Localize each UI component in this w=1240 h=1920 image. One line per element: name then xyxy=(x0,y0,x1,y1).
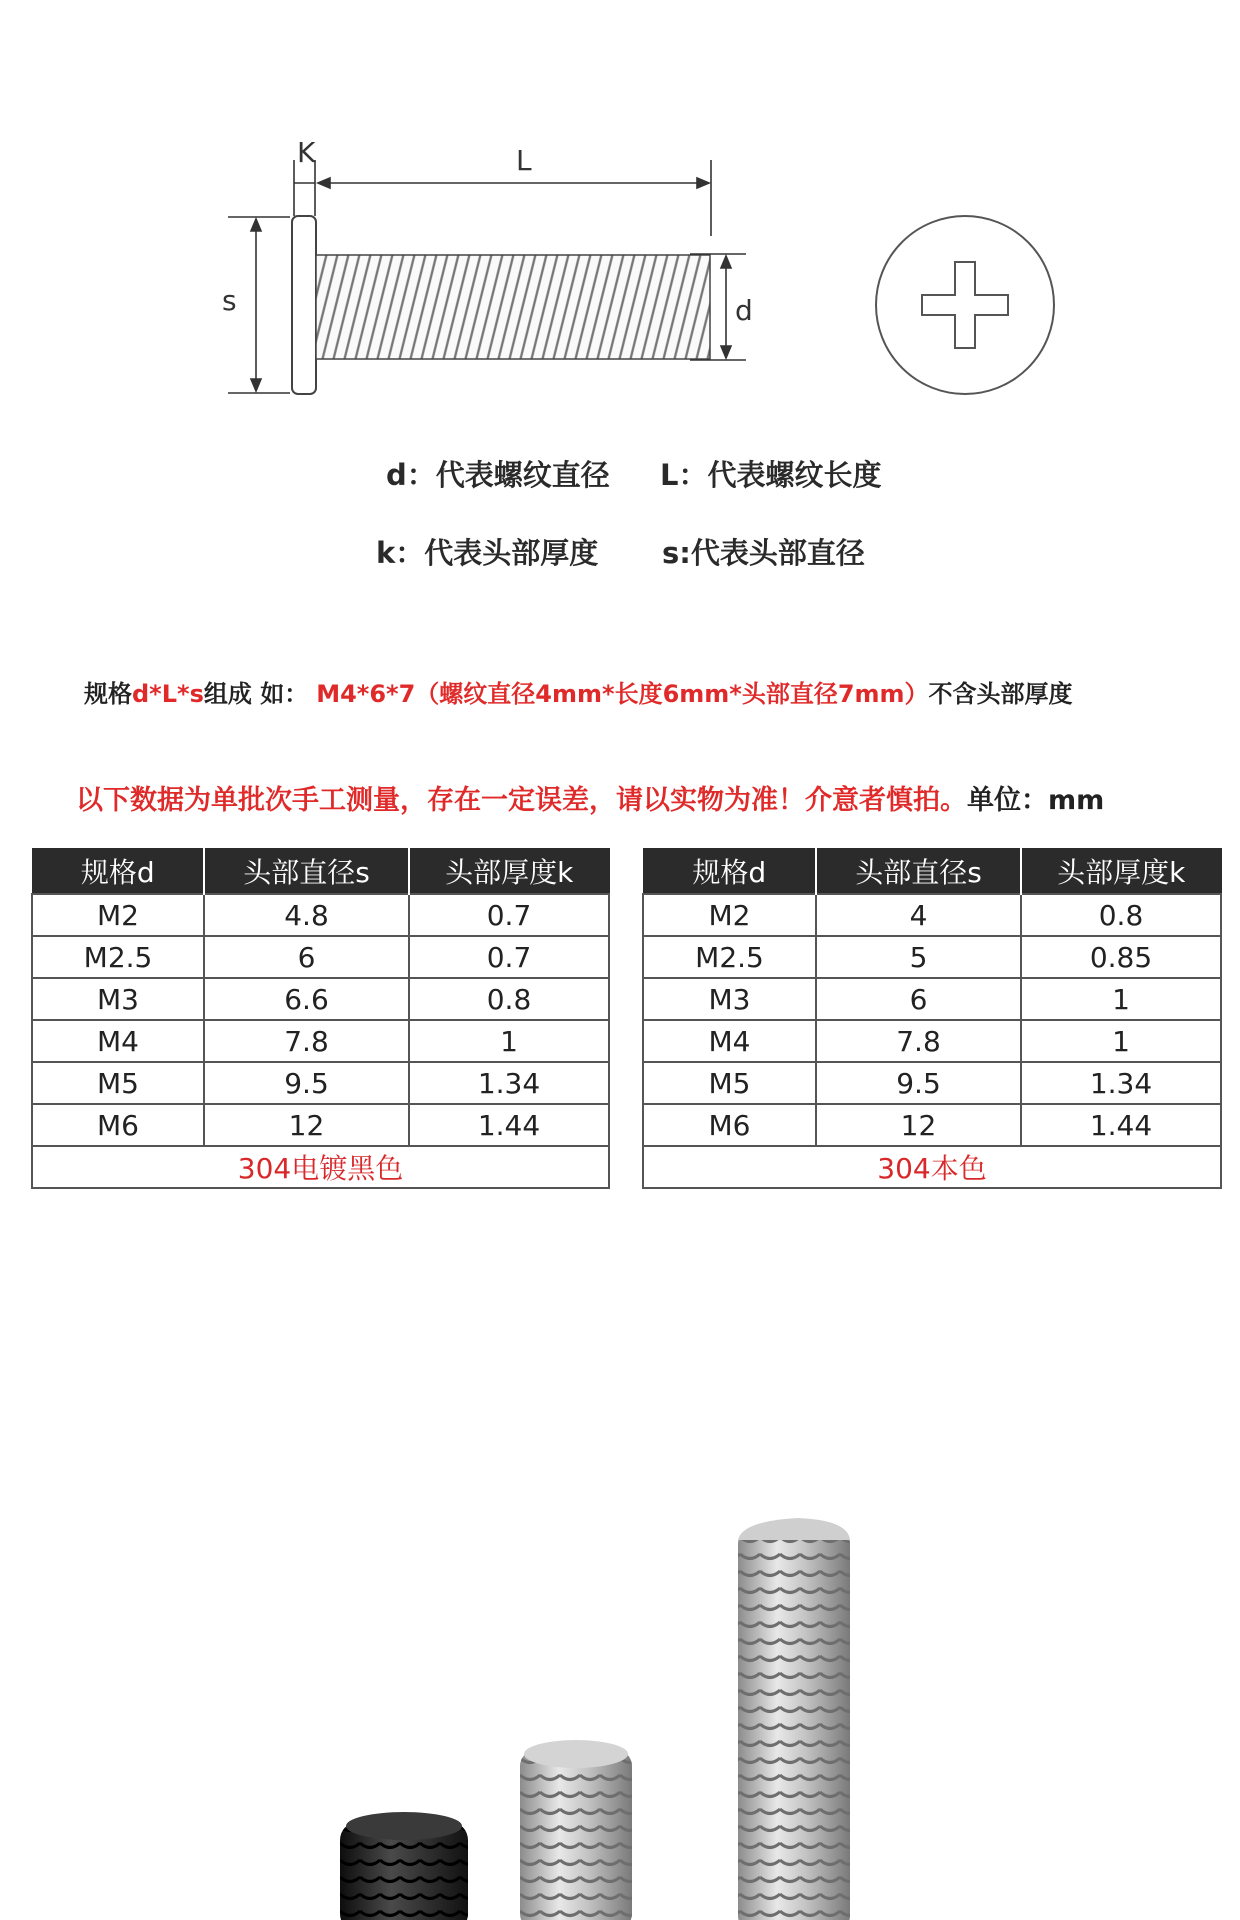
table-row xyxy=(32,936,609,978)
table-row xyxy=(643,1104,1221,1146)
table-row xyxy=(643,894,1221,936)
cell: 6 xyxy=(816,978,1021,1020)
legend-s: s:代表头部直径 xyxy=(662,536,865,570)
cell: 7.8 xyxy=(204,1020,409,1062)
legend-l: L：代表螺纹长度 xyxy=(660,458,882,492)
cell: 1.34 xyxy=(1021,1062,1221,1104)
label-l: L xyxy=(516,144,532,177)
table-row xyxy=(32,1062,609,1104)
notice-text: 以下数据为单批次手工测量，存在一定误差，请以实物为准！介意者慎拍。 xyxy=(76,785,967,816)
cell: 4.8 xyxy=(204,894,409,936)
spec-prefix: 规格 xyxy=(84,680,132,708)
cell: 9.5 xyxy=(816,1062,1021,1104)
cell: M3 xyxy=(643,978,816,1020)
legend-d: d：代表螺纹直径 xyxy=(386,458,610,492)
table-header-row xyxy=(643,849,1221,895)
cell: M2 xyxy=(643,894,816,936)
cell: 1 xyxy=(1021,978,1221,1020)
header-size: 规格d xyxy=(643,849,816,895)
unit-label: 单位：mm xyxy=(967,785,1105,816)
cell: 6 xyxy=(204,936,409,978)
header-size: 规格d xyxy=(32,849,204,895)
table-row xyxy=(32,894,609,936)
material-label: 304本色 xyxy=(643,1146,1221,1188)
cell: 5 xyxy=(816,936,1021,978)
label-d: d xyxy=(735,294,753,327)
cell: M2.5 xyxy=(32,936,204,978)
spec-table-black xyxy=(31,848,610,1189)
spec-suffix: 组成 如： xyxy=(203,680,309,708)
material-label: 304电镀黑色 xyxy=(32,1146,609,1188)
screw-thread xyxy=(316,255,710,359)
table-row xyxy=(643,1062,1221,1104)
cell: 0.8 xyxy=(1021,894,1221,936)
cell: M6 xyxy=(643,1104,816,1146)
header-head-thickness: 头部厚度k xyxy=(409,849,609,895)
table-row xyxy=(32,1020,609,1062)
cell: 1 xyxy=(1021,1020,1221,1062)
phillips-head-top-view-icon xyxy=(876,216,1054,394)
spec-formula: d*L*s xyxy=(132,680,204,708)
cell: M3 xyxy=(32,978,204,1020)
cell: 9.5 xyxy=(204,1062,409,1104)
cell: 6.6 xyxy=(204,978,409,1020)
cell: M6 xyxy=(32,1104,204,1146)
table-header-row xyxy=(32,849,609,895)
cell: M5 xyxy=(643,1062,816,1104)
product-photo xyxy=(0,1500,1240,1920)
table-row xyxy=(643,978,1221,1020)
cell: 0.8 xyxy=(409,978,609,1020)
cell: 12 xyxy=(204,1104,409,1146)
cell: M2 xyxy=(32,894,204,936)
spec-description xyxy=(84,674,1073,709)
header-head-thickness: 头部厚度k xyxy=(1021,849,1221,895)
cell: M2.5 xyxy=(643,936,816,978)
label-k: K xyxy=(297,136,316,169)
cell: 1.34 xyxy=(409,1062,609,1104)
cell: 1 xyxy=(409,1020,609,1062)
cell: 1.44 xyxy=(1021,1104,1221,1146)
header-head-diameter: 头部直径s xyxy=(816,849,1021,895)
label-s: s xyxy=(222,284,237,317)
short-steel-screw xyxy=(520,1740,632,1920)
table-footer-row xyxy=(643,1146,1221,1188)
cell: 4 xyxy=(816,894,1021,936)
table-row xyxy=(643,936,1221,978)
screw-dimension-diagram xyxy=(0,0,1240,420)
cell: 7.8 xyxy=(816,1020,1021,1062)
table-row xyxy=(32,978,609,1020)
cell: M4 xyxy=(32,1020,204,1062)
cell: M4 xyxy=(643,1020,816,1062)
cell: 0.85 xyxy=(1021,936,1221,978)
cell: 12 xyxy=(816,1104,1021,1146)
spec-note: 不含头部厚度 xyxy=(928,680,1073,708)
table-row xyxy=(643,1020,1221,1062)
s-dimension xyxy=(228,217,290,393)
screw-head xyxy=(292,216,316,394)
header-head-diameter: 头部直径s xyxy=(204,849,409,895)
spec-example: M4*6*7（螺纹直径4mm*长度6mm*头部直径7mm） xyxy=(316,680,929,708)
cell: 0.7 xyxy=(409,894,609,936)
cell: 1.44 xyxy=(409,1104,609,1146)
cell: M5 xyxy=(32,1062,204,1104)
cell: 0.7 xyxy=(409,936,609,978)
long-steel-screw xyxy=(738,1518,850,1920)
l-dimension xyxy=(318,160,711,236)
measurement-notice xyxy=(76,778,1104,817)
spec-table-natural xyxy=(642,848,1222,1189)
table-footer-row xyxy=(32,1146,609,1188)
legend-k: k：代表头部厚度 xyxy=(376,536,599,570)
black-screw xyxy=(340,1812,468,1920)
table-row xyxy=(32,1104,609,1146)
